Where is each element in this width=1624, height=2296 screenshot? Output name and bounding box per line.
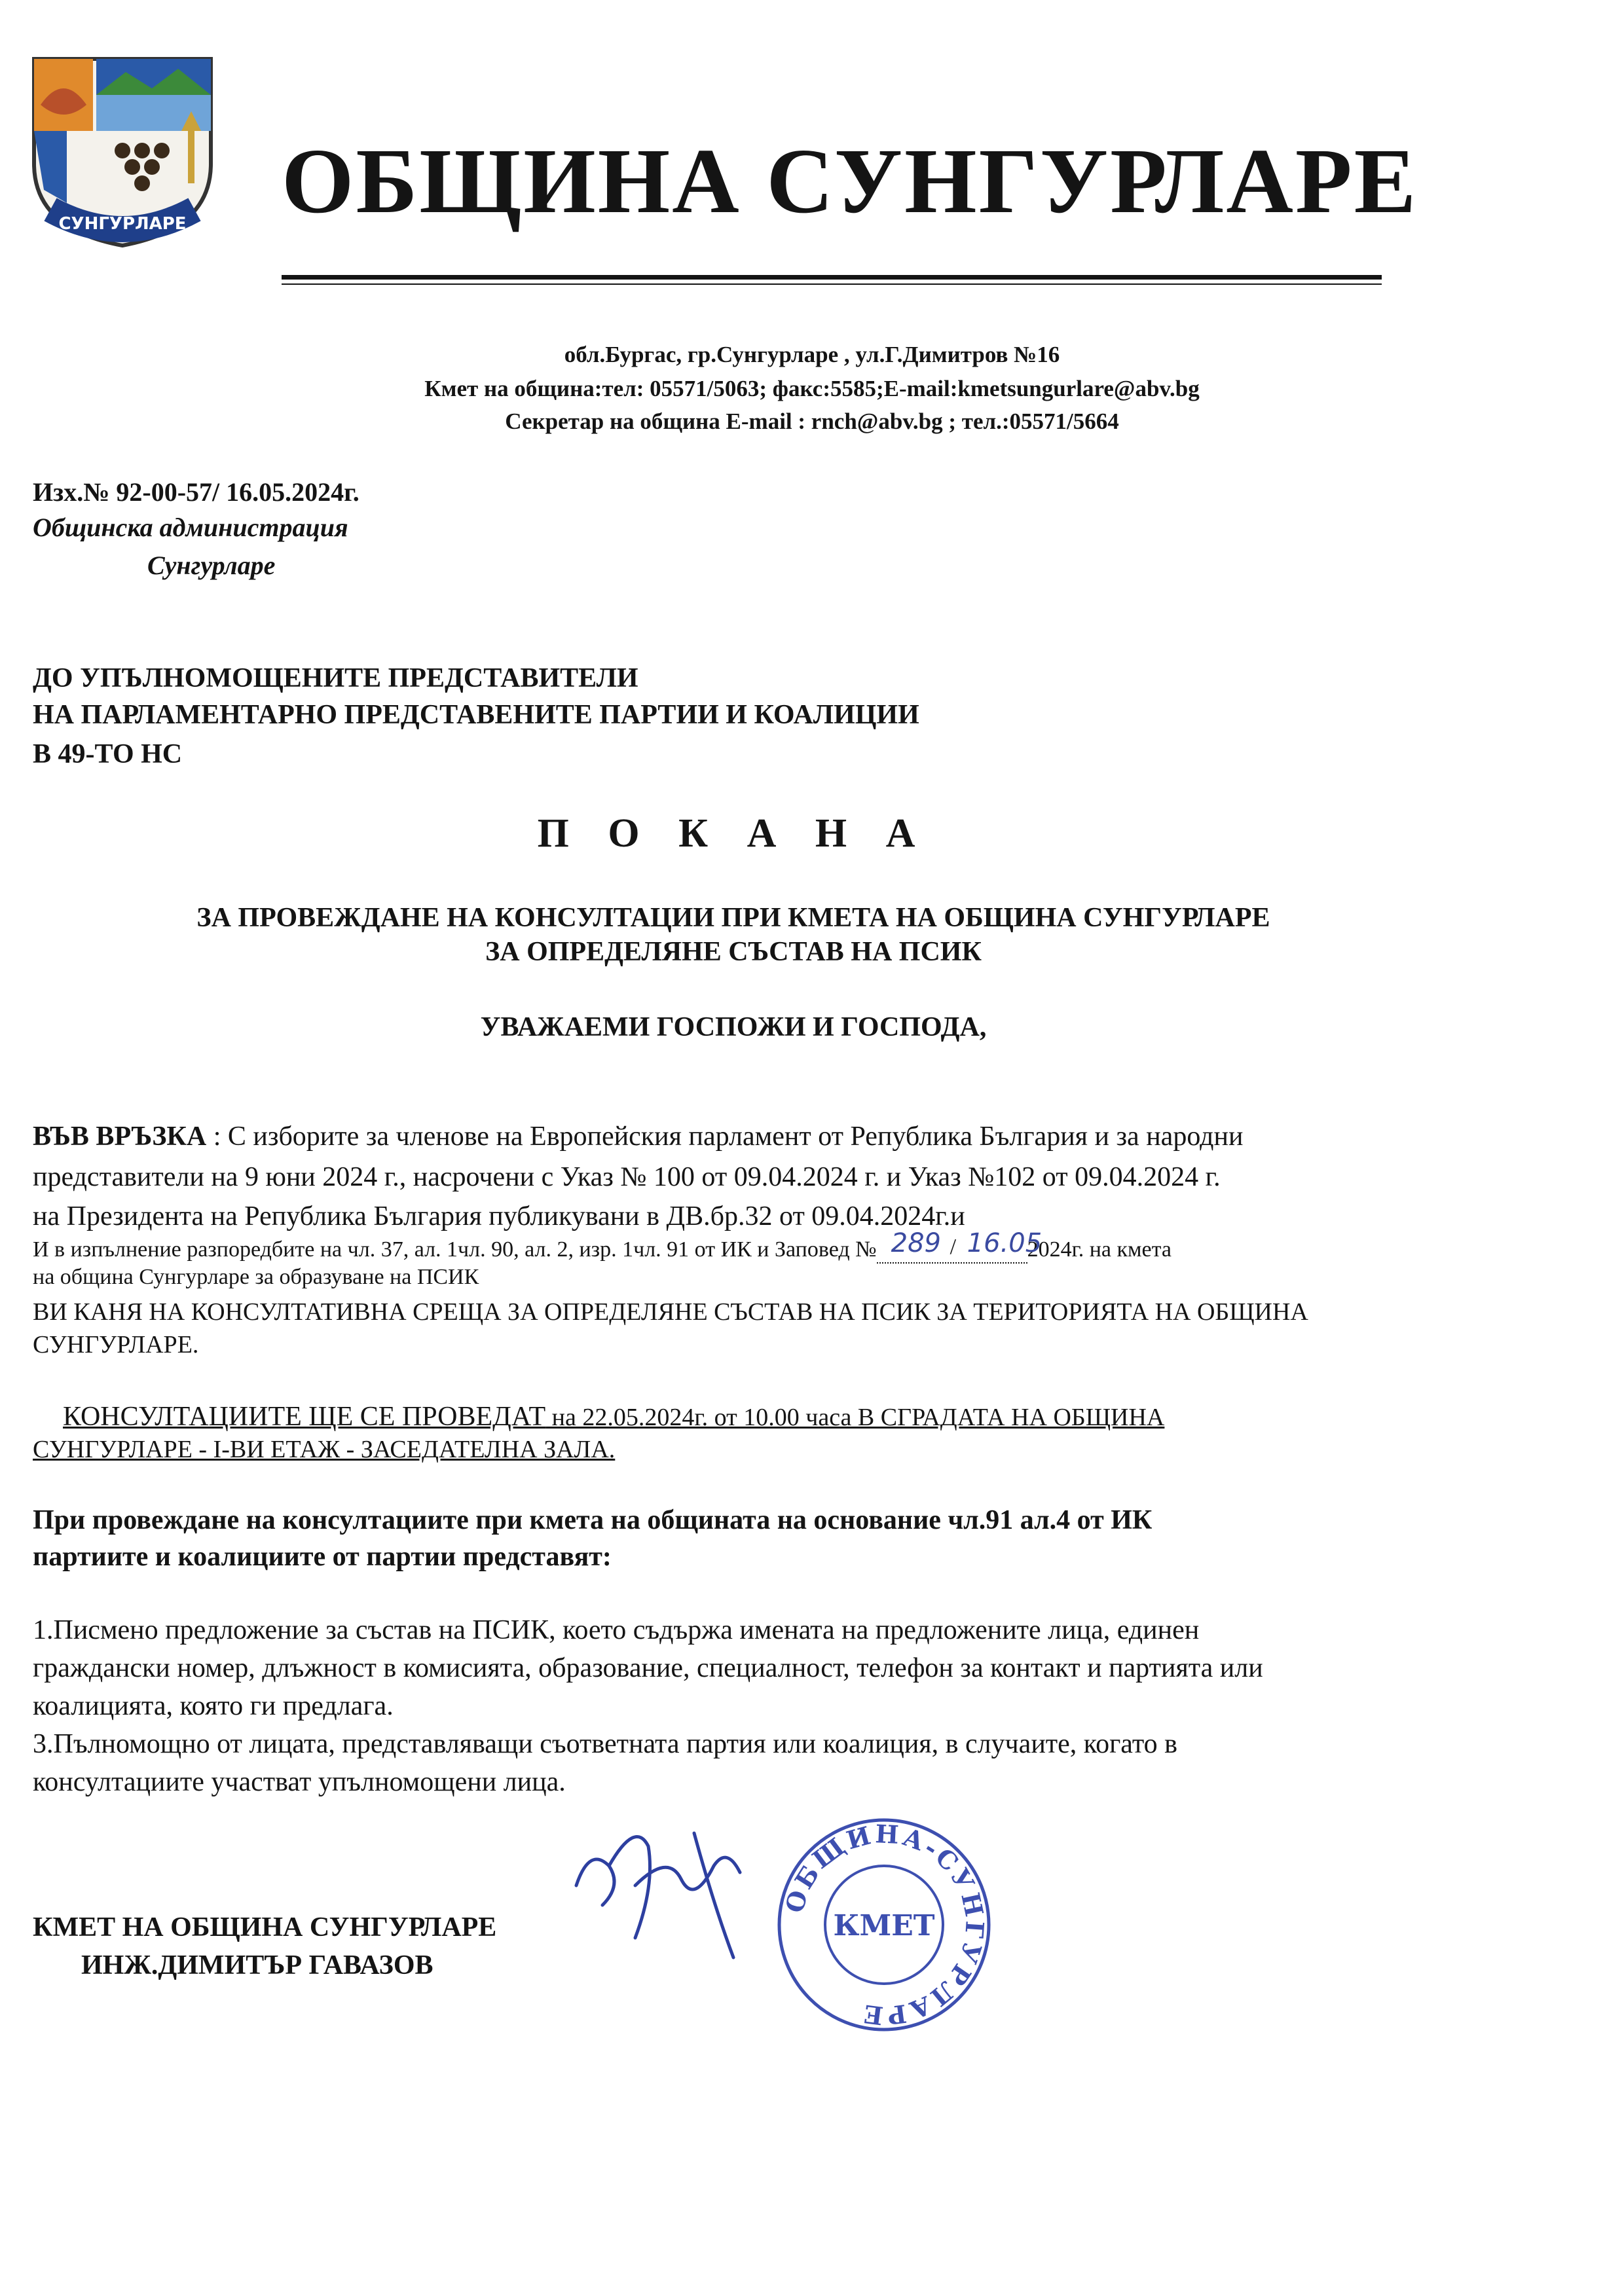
lead-bold-text: ВЪВ ВРЪЗКА bbox=[33, 1121, 207, 1152]
municipality-crest-icon bbox=[14, 33, 231, 249]
title-divider-thick bbox=[282, 275, 1382, 280]
salutation: УВАЖАЕМИ ГОСПОЖИ И ГОСПОДА, bbox=[480, 1012, 987, 1042]
order-number-field: 289 / 16.05 bbox=[877, 1237, 1027, 1264]
subject-line-2: ЗА ОПРЕДЕЛЯНЕ СЪСТАВ НА ПСИК bbox=[485, 937, 982, 967]
document-heading: П О К А Н А bbox=[537, 811, 930, 856]
signatory-name: ИНЖ.ДИМИТЪР ГАВАЗОВ bbox=[81, 1950, 434, 1980]
signatory-title: КМЕТ НА ОБЩИНА СУНГУРЛАРЕ bbox=[33, 1912, 497, 1942]
paragraph-3-line-1: ВИ КАНЯ НА КОНСУЛТАТИВНА СРЕЩА ЗА ОПРЕДЕЛЯНЕ СЪСТАВ НА ПСИК ЗА ТЕРИТОРИЯТА НА ОБЩИНА bbox=[33, 1298, 1308, 1326]
requirement-item-1-line-1: 1.Писмено предложение за състав на ПСИК, което съдържа имената на предложените лица, единен bbox=[33, 1615, 1200, 1645]
paragraph-1-line-1: ВЪВ ВРЪЗКА : С изборите за членове на Европейския парламент от Република България и за народни bbox=[33, 1121, 1244, 1152]
requirement-item-3-line-2: консултациите участват упълномощени лица. bbox=[33, 1767, 566, 1797]
paragraph-2-line-1: И в изпълнение разпоредбите на чл. 37, ал. 1чл. 90, ал. 2, изр. 1чл. 91 от ИК и Заповед № 289 / 16.05 2024г. на кмета bbox=[33, 1237, 1172, 1264]
contact-line-mayor: Кмет на община:тел: 05571/5063; факс:5585;E-mail:kmetsungurlare@abv.bg bbox=[424, 376, 1200, 401]
handwritten-order-date: 16.05 bbox=[967, 1228, 1043, 1258]
meeting-details-line-1: КОНСУЛТАЦИИТЕ ЩЕ СЕ ПРОВЕДАТ на 22.05.2024г. от 10.00 часа В СГРАДАТА НА ОБЩИНА bbox=[63, 1402, 1165, 1432]
address-line: обл.Бургас, гр.Сунгурларе , ул.Г.Димитров №16 bbox=[564, 342, 1060, 367]
official-stamp bbox=[766, 1807, 1002, 2043]
meeting-details-line-2: СУНГУРЛАРЕ - I-ВИ ЕТАЖ - ЗАСЕДАТЕЛНА ЗАЛА. bbox=[33, 1436, 616, 1463]
issuer-line-2: Сунгурларе bbox=[147, 551, 276, 580]
handwritten-order-number: 289 bbox=[891, 1228, 941, 1258]
addressee-line-1: ДО УПЪЛНОМОЩЕНИТЕ ПРЕДСТАВИТЕЛИ bbox=[33, 663, 638, 693]
paragraph-1-line-3: на Президента на Република България публикувани в ДВ.бр.32 от 09.04.2024г.и bbox=[33, 1201, 965, 1231]
requirements-intro-line-1: При провеждане на консултациите при кмета на общината на основание чл.91 ал.4 от ИК bbox=[33, 1505, 1153, 1535]
page-title: ОБЩИНА СУНГУРЛАРЕ bbox=[282, 129, 1418, 232]
requirements-intro-line-2: партиите и коалициите от партии представят: bbox=[33, 1542, 612, 1572]
paragraph-1-line-2: представители на 9 юни 2024 г., насрочени с Указ № 100 от 09.04.2024 г. и Указ №102 от 09.04.2024 г. bbox=[33, 1162, 1221, 1192]
stamp-center-text: КМЕТ bbox=[833, 1909, 935, 1942]
requirement-item-1-line-3: коалицията, която ги предлага. bbox=[33, 1691, 394, 1721]
paragraph-2-line-2: на община Сунгурларе за образуване на ПСИК bbox=[33, 1265, 479, 1289]
paragraph-3-line-2: СУНГУРЛАРЕ. bbox=[33, 1331, 199, 1358]
contact-line-secretary: Секретар на община E-mail : rnch@abv.bg ; тел.:05571/5664 bbox=[505, 409, 1119, 434]
addressee-line-3: В 49-ТО НС bbox=[33, 739, 183, 769]
crest-label: СУНГУРЛАРЕ bbox=[58, 214, 187, 234]
reference-number: Изх.№ 92-00-57/ 16.05.2024г. bbox=[33, 477, 360, 507]
title-divider-thin bbox=[282, 283, 1382, 285]
stamp-ring-text: ОБЩИНА-СУНГУРЛАРЕ bbox=[779, 1819, 990, 2031]
issuer-line-1: Общинска администрация bbox=[33, 513, 348, 542]
requirement-item-1-line-2: граждански номер, длъжност в комисията, образование, специалност, телефон за контакт и партията или bbox=[33, 1653, 1263, 1683]
subject-line-1: ЗА ПРОВЕЖДАНЕ НА КОНСУЛТАЦИИ ПРИ КМЕТА НА ОБЩИНА СУНГУРЛАРЕ bbox=[196, 903, 1270, 933]
addressee-line-2: НА ПАРЛАМЕНТАРНО ПРЕДСТАВЕНИТЕ ПАРТИИ И КОАЛИЦИИ bbox=[33, 700, 919, 730]
handwritten-signature bbox=[563, 1807, 786, 1964]
requirement-item-3-line-1: 3.Пълномощно от лицата, представляващи съответната партия или коалиция, в случаите, когато в bbox=[33, 1729, 1177, 1759]
